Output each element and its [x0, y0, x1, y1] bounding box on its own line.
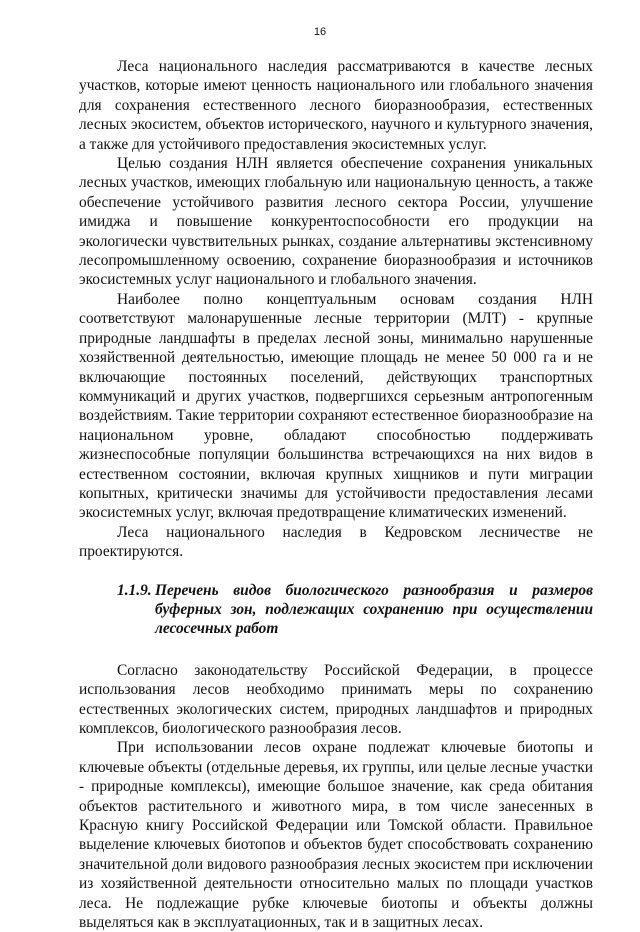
section-number: 1.1.9.	[117, 581, 152, 599]
paragraph-mlt-description: Наиболее полно концептуальным основам создания НЛН соответствуют малонарушенные лесные территории (МЛТ) - крупные природные ландшафты в пределах лесной зоны, минимально нарушенные хозяйственной деятельностью, имеющие площадь не менее 50 000 га и не включающие постоянных поселений, действующих транспортных коммуникаций и других участков, подвергшихся серьезным антропогенным воздействиям. Такие территории сохраняют естественное биоразнообразие на национальном уровне, обладают способностью поддерживать жизнеспособные популяции большинства встречающихся на них видов в естественном состоянии, включая крупных хищников и пути миграции копытных, критически значимы для устойчивости предоставления лесами экосистемных услуг, включая предотвращение климатических изменений.	[79, 290, 593, 522]
paragraph-national-heritage-definition: Леса национального наследия рассматриваются в качестве лесных участков, которые имеют ценность национального или глобального значения для сохранения естественного лесного биоразнообразия, естественных лесных экосистем, объектов исторического, научного и культурного значения, а также для устойчивого предоставления экосистемных услуг.	[79, 58, 593, 153]
section-title: Перечень видов биологического разнообразия и размеров буферных зон, подлежащих сохранению при осуществлении лесосечных работ	[155, 581, 593, 638]
paragraph-legislation: Согласно законодательству Российской Федерации, в процессе использования лесов необходимо принимать меры по сохранению естественных экологических систем, природных ландшафтов и природных комплексов, биологического разнообразия лесов.	[79, 661, 593, 737]
paragraph-key-biotopes: При использовании лесов охране подлежат ключевые биотопы и ключевые объекты (отдельные деревья, их группы, или целые лесные участки - природные комплексы), имеющие большое значение, как среда обитания объектов растительного и животного мира, в том числе занесенных в Красную книгу Российской Федерации или Томской области. Правильное выделение ключевых биотопов и объектов будет способствовать сохранению значительной доли видового разнообразия лесных экосистем при исключении из хозяйственной деятельности относительно малых по площади участков леса. Не подлежащие рубке ключевые биотопы и объекты должны выделяться как в эксплуатационных, так и в защитных лесах.	[79, 739, 593, 932]
section-heading	[79, 581, 593, 639]
paragraph-kedrovsky-note: Леса национального наследия в Кедровском лесничестве не проектируются.	[79, 523, 593, 561]
document-body	[79, 57, 593, 932]
paragraph-nln-purpose: Целью создания НЛН является обеспечение сохранения уникальных лесных участков, имеющих глобальную или национальную ценность, а также обеспечение устойчивого развития лесного сектора России, улучшение имиджа и повышение конкурентоспособности его продукции на экологически чувствительных рынках, создание альтернативы экстенсивному лесопромышленному освоению, сохранение биоразнообразия и источников экосистемных услуг национального и глобального значения.	[79, 155, 593, 289]
page-number: 16	[313, 26, 327, 38]
